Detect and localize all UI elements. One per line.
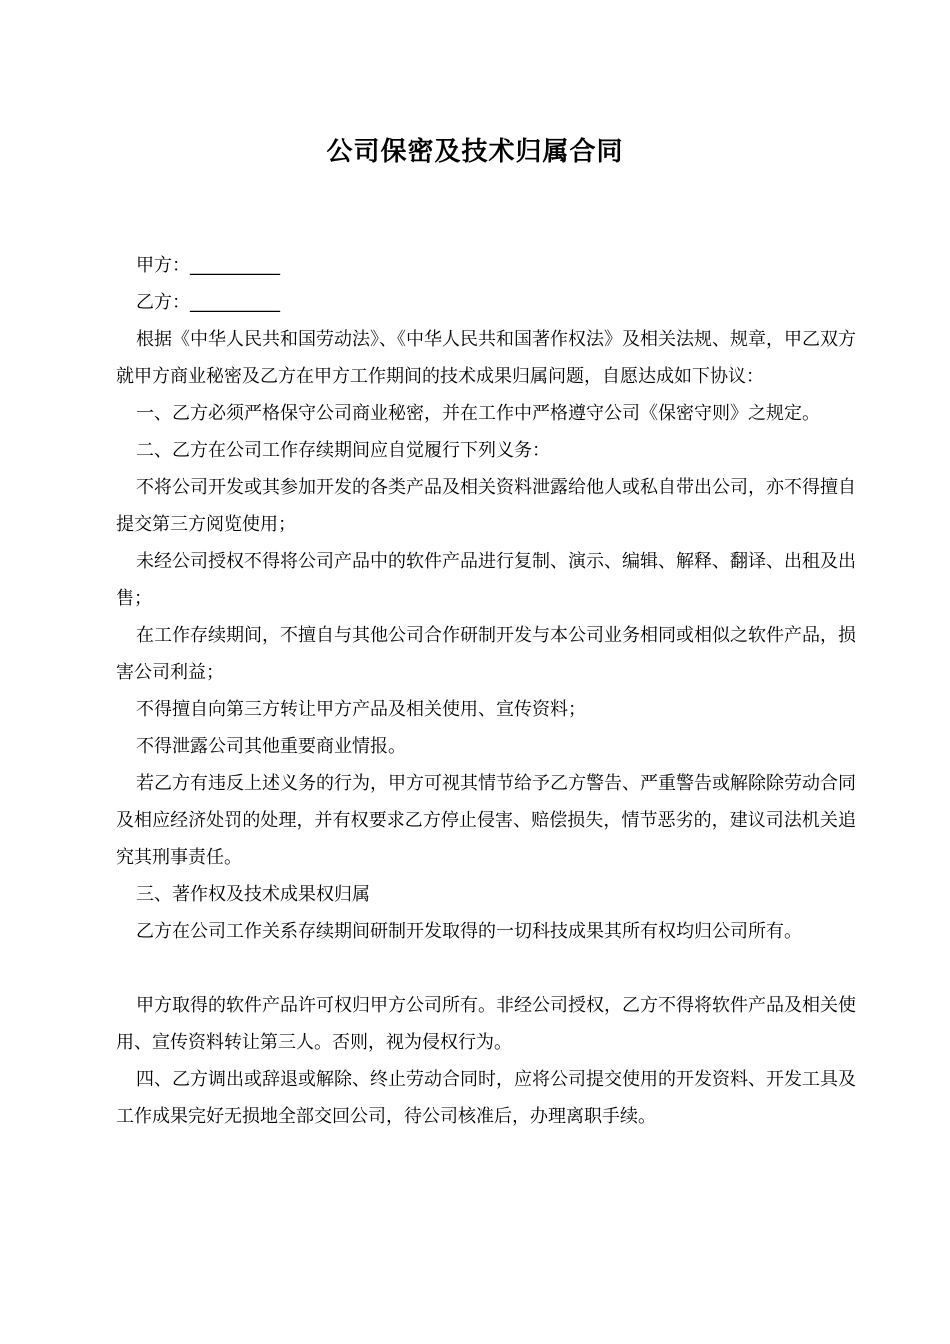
document-body <box>116 247 856 1135</box>
document-title: 公司保密及技术归属合同 <box>326 137 624 167</box>
clause-2-item-4: 不得擅自向第三方转让甲方产品及相关使用、宣传资料； <box>136 699 586 720</box>
clause-2-item-1: 不将公司开发或其参加开发的各类产品及相关资料泄露给他人或私自带出公司，亦不得擅自提交第三方阅览使用； <box>116 477 856 535</box>
clause-3-ownership-paragraph: 乙方在公司工作关系存续期间研制开发取得的一切科技成果其所有权均归公司所有。 <box>136 921 802 942</box>
clause-2-penalty-paragraph: 若乙方有违反上述义务的行为，甲方可视其情节给予乙方警告、严重警告或解除除劳动合同及相应经济处罚的处理，并有权要求乙方停止侵害、赔偿损失，情节恶劣的，建议司法机关追究其刑事责任。 <box>116 773 856 868</box>
blank-line <box>116 950 856 987</box>
clause-2-heading: 二、乙方在公司工作存续期间应自觉履行下列义务： <box>136 440 550 461</box>
party-b-line: 乙方：__________ <box>136 292 280 313</box>
clause-2-item-5: 不得泄露公司其他重要商业情报。 <box>136 736 406 757</box>
clause-1-paragraph: 一、乙方必须严格保守公司商业秘密，并在工作中严格遵守公司《保密守则》之规定。 <box>136 403 820 424</box>
preamble-paragraph: 根据《中华人民共和国劳动法》、《中华人民共和国著作权法》及相关法规、规章，甲乙双方就甲方商业秘密及乙方在甲方工作期间的技术成果归属问题，自愿达成如下协议： <box>116 329 856 387</box>
clause-2-item-2: 未经公司授权不得将公司产品中的软件产品进行复制、演示、编辑、解释、翻译、出租及出售； <box>116 551 856 609</box>
party-a-line: 甲方：__________ <box>136 255 280 276</box>
clause-4-paragraph: 四、乙方调出或辞退或解除、终止劳动合同时，应将公司提交使用的开发资料、开发工具及工作成果完好无损地全部交回公司，待公司核准后，办理离职手续。 <box>116 1069 856 1127</box>
clause-3-heading: 三、著作权及技术成果权归属 <box>136 884 370 905</box>
clause-3-license-paragraph: 甲方取得的软件产品许可权归甲方公司所有。非经公司授权，乙方不得将软件产品及相关使用、宣传资料转让第三人。否则，视为侵权行为。 <box>116 995 856 1053</box>
clause-2-item-3: 在工作存续期间，不擅自与其他公司合作研制开发与本公司业务相同或相似之软件产品，损害公司利益； <box>116 625 856 683</box>
